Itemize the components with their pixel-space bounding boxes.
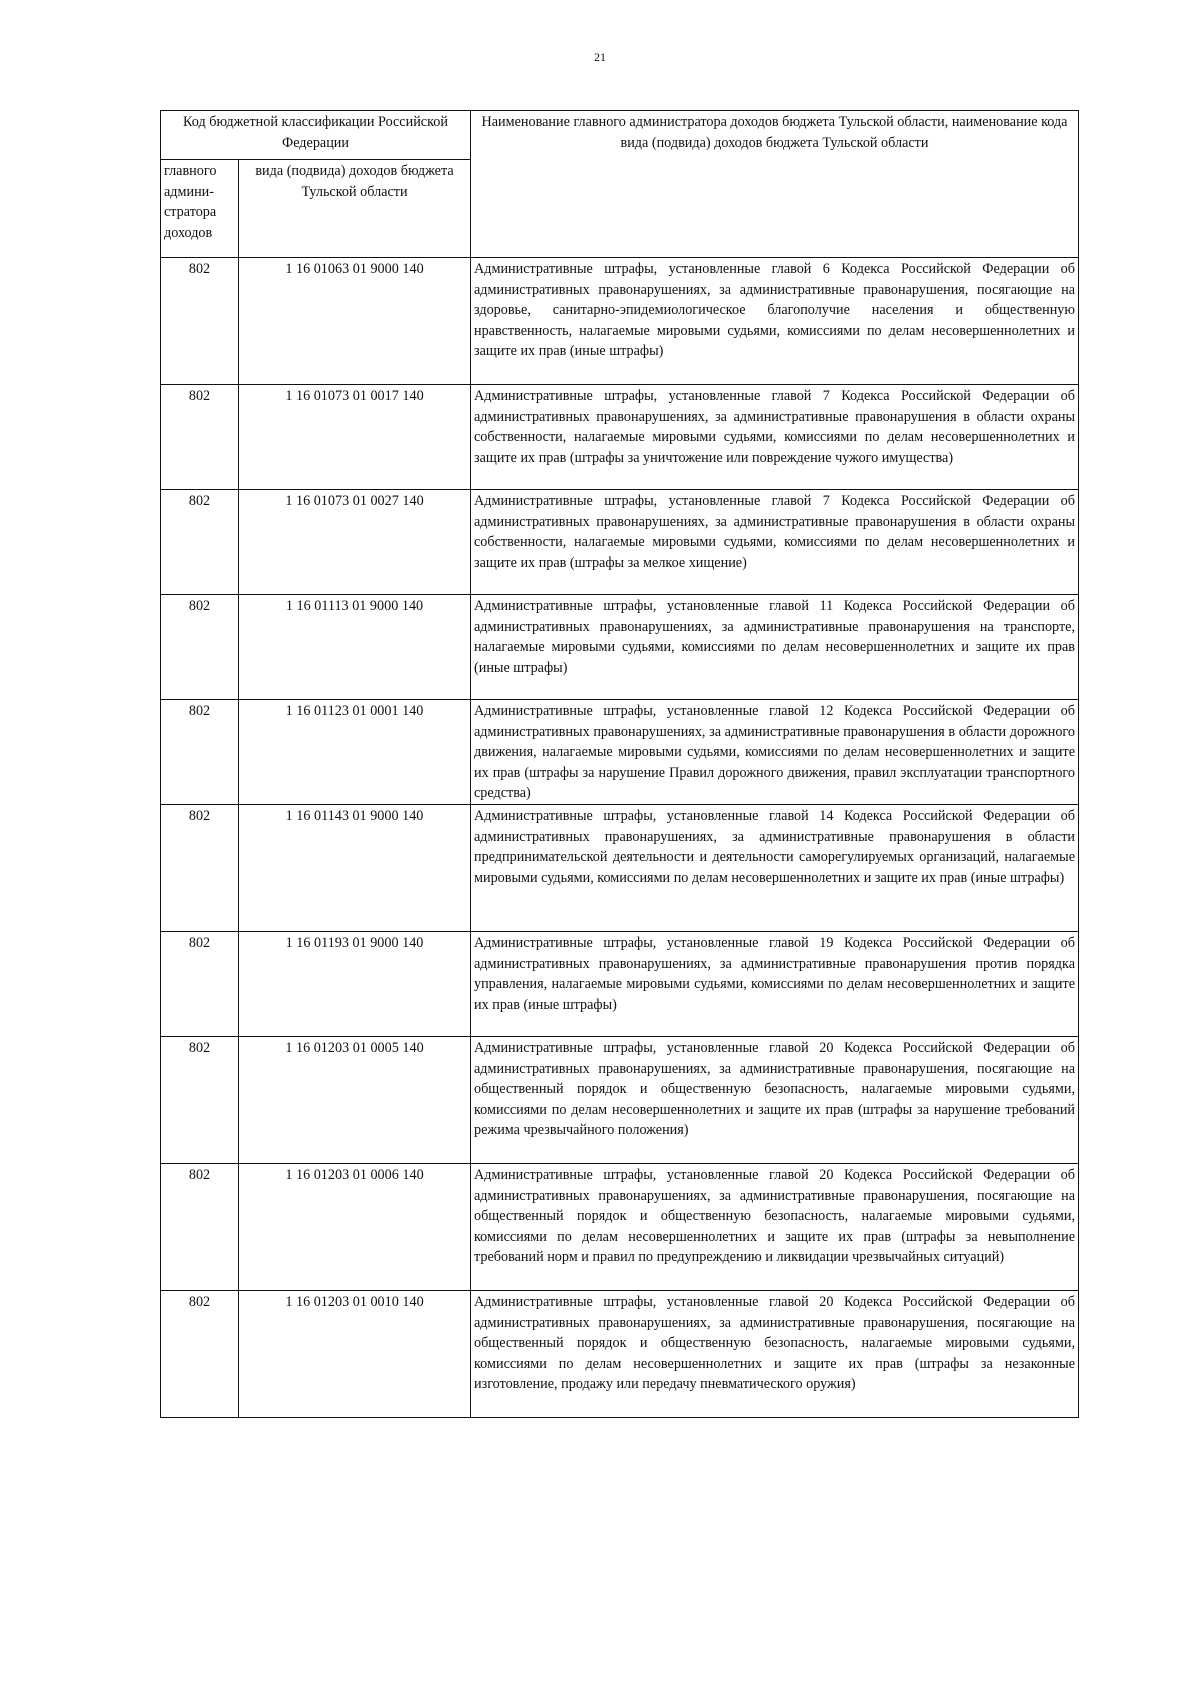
table-row (161, 1164, 1079, 1291)
revenue-code-cell: 1 16 01073 01 0017 140 (239, 385, 471, 490)
table-row (161, 385, 1079, 490)
description-cell: Административные штрафы, установленные главой 6 Кодекса Российской Федерации об административных правонарушениях, за административные правонарушения, посягающие на здоровье, санитарно-эпидемиологическое благополучие населения и общественную нравственность, налагаемые мировыми судьями, комиссиями по делам несовершеннолетних и защите их прав (иные штрафы) (471, 258, 1079, 385)
description-cell: Административные штрафы, установленные главой 14 Кодекса Российской Федерации об административных правонарушениях, за административные правонарушения в области предпринимательской деятельности и деятельности саморегулируемых организаций, налагаемые мировыми судьями, комиссиями по делам несовершеннолетних и защите их прав (иные штрафы) (471, 805, 1079, 932)
table-row (161, 1291, 1079, 1418)
table-row (161, 1037, 1079, 1164)
admin-code-cell: 802 (161, 1037, 239, 1164)
admin-code-cell: 802 (161, 700, 239, 805)
header-admin-column: главного админи-стратора доходов (161, 160, 239, 258)
page-number: 21 (594, 50, 606, 64)
budget-classification-table (160, 110, 1079, 1418)
description-cell: Административные штрафы, установленные главой 20 Кодекса Российской Федерации об административных правонарушениях, за административные правонарушения, посягающие на общественный порядок и общественную безопасность, налагаемые мировыми судьями, комиссиями по делам несовершеннолетних и защите их прав (штрафы за невыполнение требований норм и правил по предупреждению и ликвидации чрезвычайных ситуаций) (471, 1164, 1079, 1291)
description-cell: Административные штрафы, установленные главой 19 Кодекса Российской Федерации об административных правонарушениях, за административные правонарушения против порядка управления, налагаемые мировыми судьями, комиссиями по делам несовершеннолетних и защите их прав (иные штрафы) (471, 932, 1079, 1037)
header-kind-column: вида (подвида) доходов бюджета Тульской области (239, 160, 471, 258)
description-cell: Административные штрафы, установленные главой 20 Кодекса Российской Федерации об административных правонарушениях, за административные правонарушения, посягающие на общественный порядок и общественную безопасность, налагаемые мировыми судьями, комиссиями по делам несовершеннолетних и защите их прав (штрафы за незаконные изготовление, продажу или передачу пневматического оружия) (471, 1291, 1079, 1418)
revenue-code-cell: 1 16 01203 01 0006 140 (239, 1164, 471, 1291)
revenue-code-cell: 1 16 01073 01 0027 140 (239, 490, 471, 595)
revenue-code-cell: 1 16 01143 01 9000 140 (239, 805, 471, 932)
table-row (161, 258, 1079, 385)
header-name-column: Наименование главного администратора доходов бюджета Тульской области, наименование кода вида (подвида) доходов бюджета Тульской области (471, 111, 1079, 258)
revenue-code-cell: 1 16 01193 01 9000 140 (239, 932, 471, 1037)
table-row (161, 700, 1079, 805)
revenue-code-cell: 1 16 01203 01 0005 140 (239, 1037, 471, 1164)
description-text: Административные штрафы, установленные главой 12 Кодекса Российской Федерации об административных правонарушениях, за административные правонарушения в области дорожного движения, налагаемые мировыми судьями, комиссиями по делам несовершеннолетних и защите их прав (штрафы за нарушение Правил дорожного движения, правил эксплуатации транспортного средства) (474, 703, 1075, 801)
admin-code-cell: 802 (161, 258, 239, 385)
table-row (161, 595, 1079, 700)
revenue-code-cell: 1 16 01203 01 0010 140 (239, 1291, 471, 1418)
table-row (161, 805, 1079, 932)
description-cell: Административные штрафы, установленные главой 20 Кодекса Российской Федерации об административных правонарушениях, за административные правонарушения, посягающие на общественный порядок и общественную безопасность, налагаемые мировыми судьями, комиссиями по делам несовершеннолетних и защите их прав (штрафы за нарушение требований режима чрезвычайного положения) (471, 1037, 1079, 1164)
admin-code-cell: 802 (161, 932, 239, 1037)
table-row (161, 490, 1079, 595)
header-row-top (161, 111, 1079, 160)
description-cell: Административные штрафы, установленные главой 11 Кодекса Российской Федерации об административных правонарушениях, за административные правонарушения на транспорте, налагаемые мировыми судьями, комиссиями по делам несовершеннолетних и защите их прав (иные штрафы) (471, 595, 1079, 700)
admin-code-cell: 802 (161, 385, 239, 490)
revenue-code-cell: 1 16 01113 01 9000 140 (239, 595, 471, 700)
admin-code-cell: 802 (161, 595, 239, 700)
description-cell: Административные штрафы, установленные главой 7 Кодекса Российской Федерации об административных правонарушениях, за административные правонарушения в области охраны собственности, налагаемые мировыми судьями, комиссиями по делам несовершеннолетних и защите их прав (штрафы за уничтожение или повреждение чужого имущества) (471, 385, 1079, 490)
description-cell (471, 700, 1079, 805)
revenue-code-cell: 1 16 01123 01 0001 140 (239, 700, 471, 805)
description-cell: Административные штрафы, установленные главой 7 Кодекса Российской Федерации об административных правонарушениях, за административные правонарушения в области охраны собственности, налагаемые мировыми судьями, комиссиями по делам несовершеннолетних и защите их прав (штрафы за мелкое хищение) (471, 490, 1079, 595)
revenue-code-cell: 1 16 01063 01 9000 140 (239, 258, 471, 385)
admin-code-cell: 802 (161, 1164, 239, 1291)
admin-code-cell: 802 (161, 1291, 239, 1418)
admin-code-cell: 802 (161, 805, 239, 932)
header-code-group: Код бюджетной классификации Российской Федерации (161, 111, 471, 160)
admin-code-cell: 802 (161, 490, 239, 595)
table-row (161, 932, 1079, 1037)
